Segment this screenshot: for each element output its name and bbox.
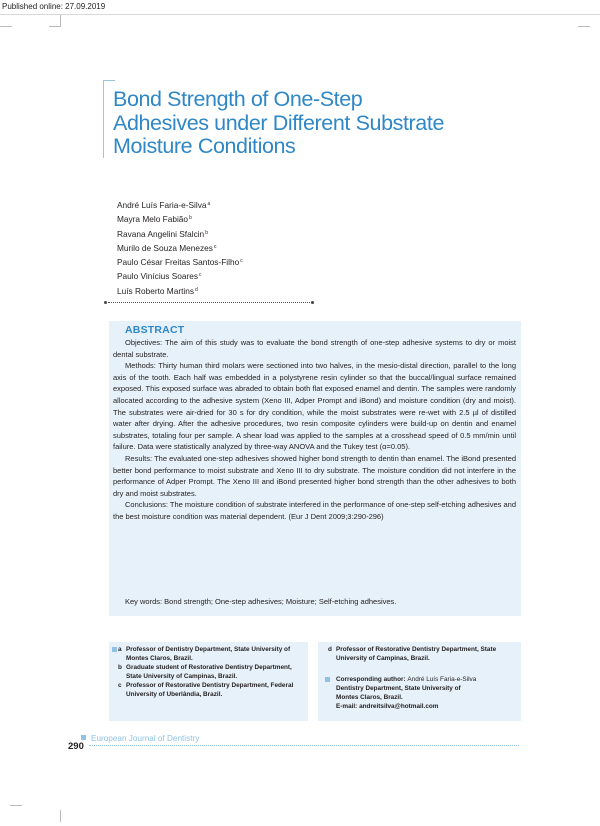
abstract-results: Results: The evaluated one-step adhesives showed higher bond strength to dentin than enamel. The iBond presented better bond performance to moist substrate and Xeno III to dry substrate. The moisture condition did not interfere in the performance of Adper Prompt. The Xeno III and iBond presented higher bond strength than the other adhesives to both dry and moist substrates.	[113, 453, 516, 498]
abstract-objectives: Objectives: The aim of this study was to evaluate the bond strength of one-step adhesive systems to dry or moist dental substrate.	[113, 338, 516, 359]
affiliation-marker: d	[195, 286, 198, 293]
author-name: Luís Roberto Martins$^d$	[117, 285, 198, 296]
separator-dot	[311, 301, 314, 304]
affiliations-right	[322, 645, 518, 663]
dotted-separator	[108, 302, 312, 303]
affiliations-left	[112, 645, 308, 700]
title-line: Adhesives under Different Substrate	[113, 110, 444, 135]
keywords: Key words: Bond strength; One-step adhesives; Moisture; Self-etching adhesives.	[125, 597, 397, 606]
abstract-box	[109, 321, 521, 616]
published-date-text: Published online: 27.09.2019	[2, 2, 106, 11]
published-online-bar	[0, 0, 600, 13]
crop-mark	[0, 26, 12, 27]
crop-mark	[60, 810, 61, 822]
affiliation-marker: c	[199, 272, 202, 279]
bullet-square-icon	[325, 677, 330, 682]
author-name: Mayra Melo Fabião$^b$	[117, 214, 192, 225]
separator-dot	[104, 301, 107, 304]
journal-footer	[60, 733, 600, 744]
abstract-conclusions: Conclusions: The moisture condition of substrate interfered in the performance of one-step self-etching adhesives and the best moisture condition was material dependent. (Eur J Dent 2009;3:290-296)	[113, 500, 516, 521]
crop-mark	[578, 26, 590, 27]
corresponding-author	[336, 675, 516, 711]
affiliation-d: d Professor of Restorative Dentistry Department, State University of Campinas, Brazil.	[328, 646, 497, 663]
abstract-heading: ABSTRACT	[125, 324, 185, 336]
page-number: 290	[68, 741, 84, 752]
author-name: Paulo Vinícius Soares$^c$	[117, 271, 202, 282]
corresponding-line: Dentistry Department, State University of	[336, 685, 461, 693]
title-bracket	[103, 80, 115, 81]
affiliation-c: c Professor of Restorative Dentistry Department, Federal University of Uberlândia, Brazil.	[118, 682, 294, 699]
journal-name: European Journal of Dentistry	[91, 734, 200, 743]
author-list	[117, 198, 243, 298]
article-title	[113, 88, 513, 159]
affiliation-marker: b	[205, 229, 208, 236]
author-name: Murilo de Souza Menezes$^c$	[117, 242, 217, 253]
affiliation-a: a Professor of Dentistry Department, State University of Montes Claros, Brazil.	[118, 646, 291, 663]
crop-mark	[10, 805, 22, 806]
affiliation-marker: a	[207, 201, 211, 207]
abstract-body	[113, 337, 516, 523]
title-line: Bond Strength of One-Step	[113, 87, 363, 111]
author-name: Ravana Angelini Sfalcin$^b$	[117, 228, 208, 239]
affiliation-b: b Graduate student of Restorative Dentistry Department, State University of Campinas, Brazil.	[118, 664, 292, 681]
footer-dotted-rule	[89, 745, 519, 746]
author-name: André Luís Faria-e-Silva$^a$	[117, 200, 211, 210]
author-name: Paulo César Freitas Santos-Filho$^c$	[117, 257, 243, 268]
corresponding-line: Montes Claros, Brazil.	[336, 694, 403, 702]
abstract-methods: Methods: Thirty human third molars were sectioned into two halves, in the mesio-distal direction, parallel to the long axis of the tooth. Each half was embedded in a polystyrene resin cylinder so that the buccal/lingual surface remained exposed. This exposed surface was abraded to obtain both flat exposed enamel and dentin. The samples were randomly allocated according to the adhesive system (Xeno III, Adper Prompt and iBond) and moisture condition (dry and moist). The substrates were air-dried for 30 s for dry condition, while the moist substrates were re-wet with 2.5 µl of distilled water after drying. After the adhesive procedures, two resin composite cylinders were build-up on dentin and enamel substrates, totaling four per sample. A shear load was applied to the samples at a crosshead speed of 0.5 mm/min until failure. Data were statistically analyzed by three-way ANOVA and the Tukey test (α=0.05).	[113, 361, 516, 452]
affiliation-marker: b	[189, 215, 192, 222]
crop-mark	[49, 26, 61, 27]
affiliation-marker: c	[213, 243, 217, 250]
article-title-block	[103, 80, 503, 160]
title-line: Moisture Conditions	[113, 134, 296, 158]
corresponding-email: E-mail: andreitsilva@hotmail.com	[336, 703, 439, 711]
header-rule	[0, 14, 600, 15]
corresponding-line: Corresponding author: André Luís Faria-e-Silva	[336, 676, 477, 683]
affiliation-marker: c	[240, 258, 243, 265]
title-bracket	[103, 80, 104, 158]
